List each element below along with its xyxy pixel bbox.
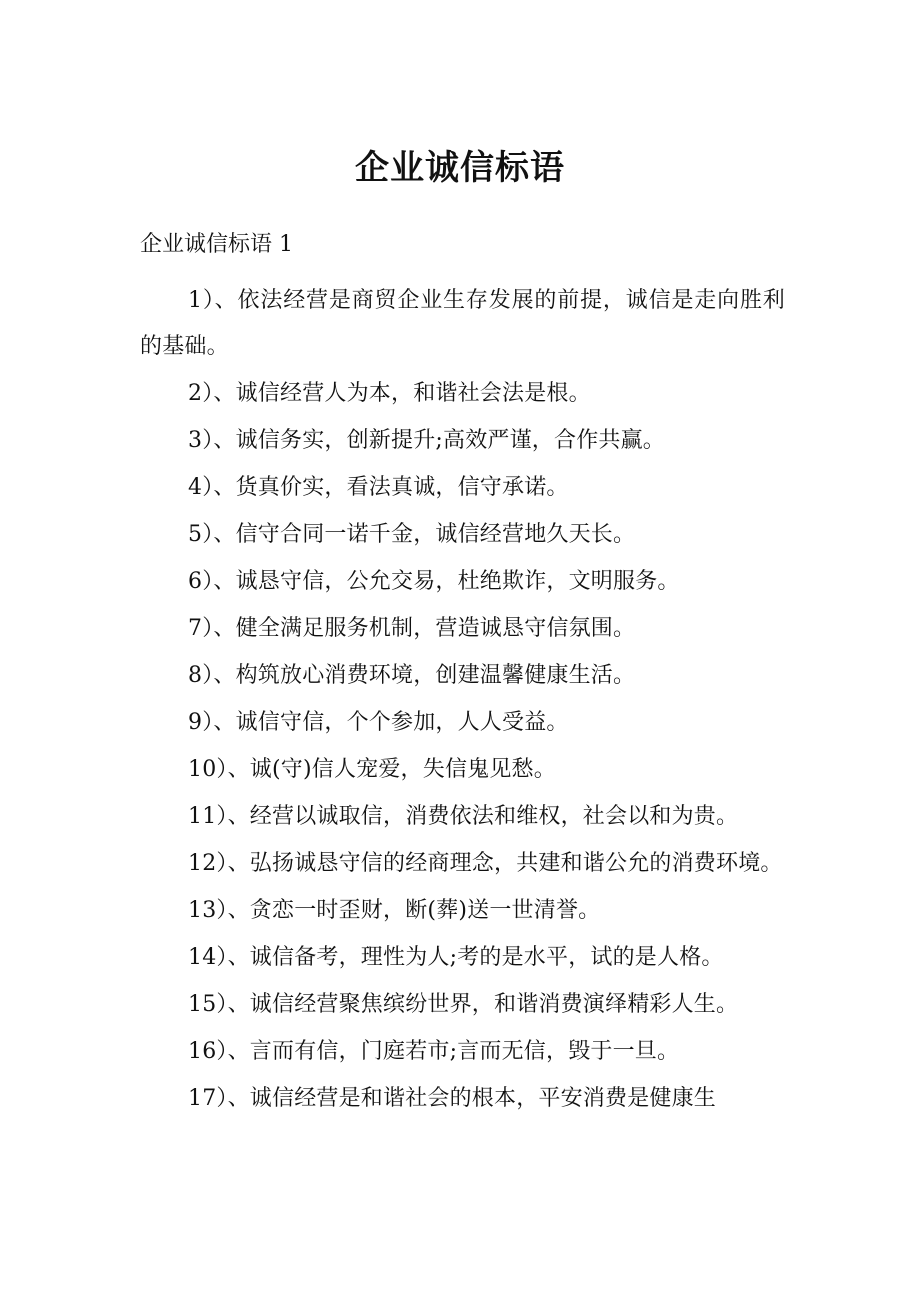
slogan-item: 17）、诚信经营是和谐社会的根本，平安消费是健康生 xyxy=(188,1086,716,1111)
slogan-item: 13）、贪恋一时歪财，断(葬)送一世清誉。 xyxy=(188,898,601,923)
document-title: 企业诚信标语 xyxy=(355,148,565,188)
slogan-item: 2）、诚信经营人为本，和谐社会法是根。 xyxy=(188,381,591,406)
slogan-item: 15）、诚信经营聚焦缤纷世界，和谐消费演绎精彩人生。 xyxy=(188,992,739,1017)
slogan-item: 1）、依法经营是商贸企业生存发展的前提，诚信是走向胜利的基础。 xyxy=(140,288,785,359)
document-subtitle: 企业诚信标语 1 xyxy=(140,232,293,257)
slogan-item: 12）、弘扬诚恳守信的经商理念，共建和谐公允的消费环境。 xyxy=(188,851,783,876)
slogan-item: 7）、健全满足服务机制，营造诚恳守信氛围。 xyxy=(188,616,636,641)
slogan-list xyxy=(140,278,785,1123)
slogan-item: 8）、构筑放心消费环境，创建温馨健康生活。 xyxy=(188,663,636,688)
slogan-item: 10）、诚(守)信人宠爱，失信鬼见愁。 xyxy=(188,757,556,782)
slogan-item: 4）、货真价实，看法真诚，信守承诺。 xyxy=(188,475,569,500)
slogan-item: 9）、诚信守信，个个参加，人人受益。 xyxy=(188,710,569,735)
slogan-item: 16）、言而有信，门庭若市;言而无信，毁于一旦。 xyxy=(188,1039,680,1064)
slogan-item: 5）、信守合同一诺千金，诚信经营地久天长。 xyxy=(188,522,636,547)
slogan-item: 11）、经营以诚取信，消费依法和维权，社会以和为贵。 xyxy=(188,804,739,829)
slogan-item: 6）、诚恳守信，公允交易，杜绝欺诈，文明服务。 xyxy=(188,569,680,594)
slogan-item: 3）、诚信务实，创新提升;高效严谨，合作共赢。 xyxy=(188,428,666,453)
slogan-item: 14）、诚信备考，理性为人;考的是水平，试的是人格。 xyxy=(188,945,724,970)
